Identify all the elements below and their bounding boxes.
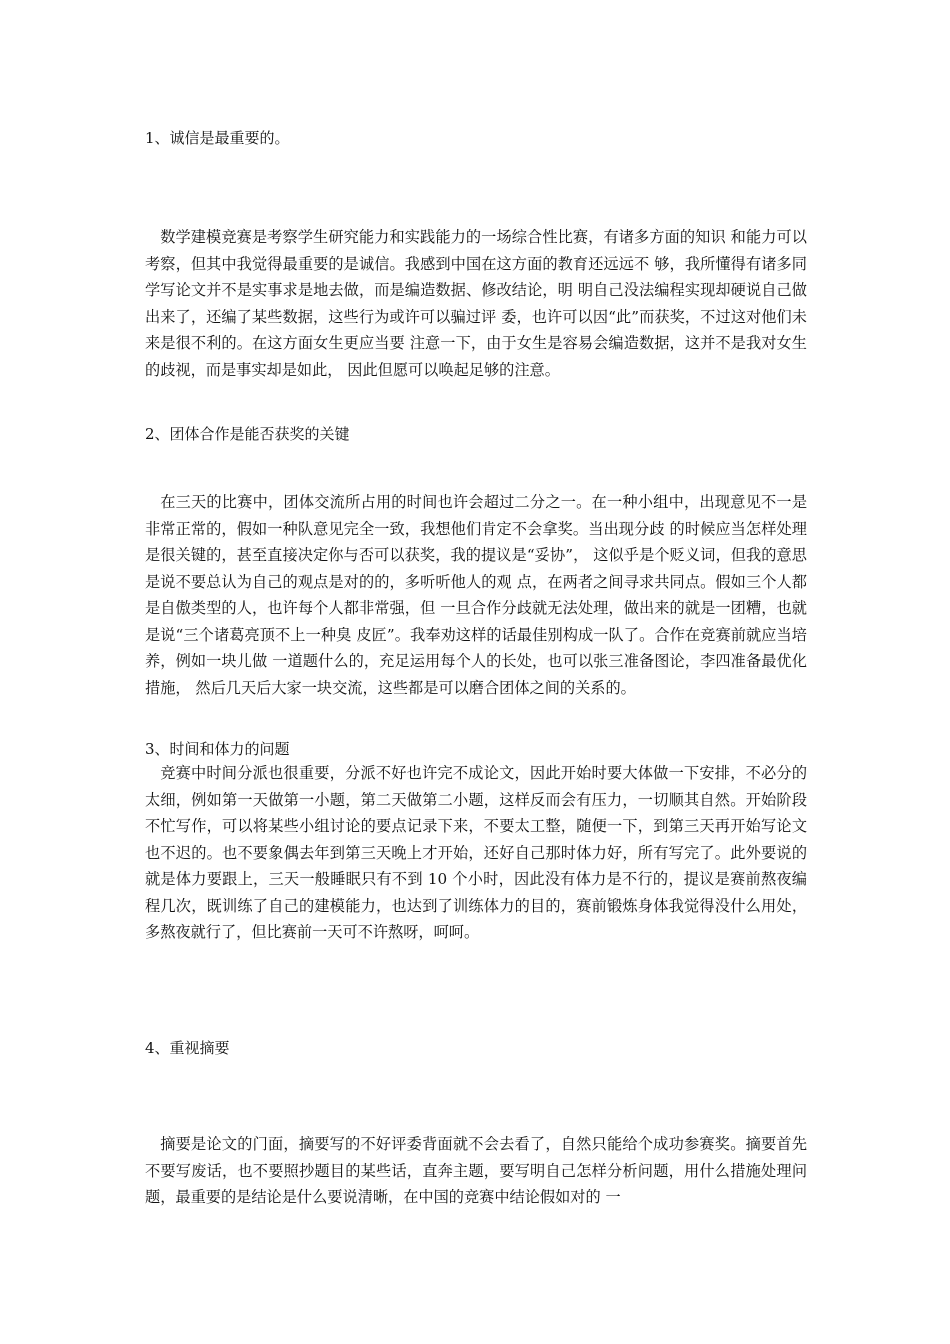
section-4-body: 摘要是论文的门面，摘要写的不好评委背面就不会去看了，自然只能给个成功参赛奖。摘要首先不要写废话，也不要照抄题目的某些话，直奔主题，要写明自己怎样分析问题，用什么措施处理问题，最重要的是结论是什么要说清晰，在中国的竞赛中结论假如对的 一 bbox=[145, 1135, 807, 1206]
section-2-body: 在三天的比赛中，团体交流所占用的时间也许会超过二分之一。在一种小组中，出现意见不一是非常正常的，假如一种队意见完全一致，我想他们肯定不会拿奖。当出现分歧 的时候应当怎样处理是很关键的，甚至直接决定你与否可以获奖，我的提议是“妥协”， 这似乎是个贬义词，但我的意思是说不要总认为自己的观点是对的的，多听听他人的观 点，在两者之间寻求共同点。假如三个人都是自傲类型的人，也许每个人都非常强，但 一旦合作分歧就无法处理，做出来的就是一团糟，也就是说“三个诸葛亮顶不上一种臭 皮匠”。我奉劝这样的话最佳别构成一队了。合作在竞赛前就应当培养，例如一块儿做 一道题什么的，充足运用每个人的长处，也可以张三准备图论，李四准备最优化措施， 然后几天后大家一块交流，这些都是可以磨合团体之间的关系的。 bbox=[145, 493, 807, 697]
section-1-heading: 1、诚信是最重要的。 bbox=[145, 129, 290, 147]
section-3-heading: 3、时间和体力的问题 bbox=[145, 740, 290, 758]
section-1-body: 数学建模竞赛是考察学生研究能力和实践能力的一场综合性比赛，有诸多方面的知识 和能力可以考察，但其中我觉得最重要的是诚信。我感到中国在这方面的教育还远远不 够，我所懂得有诸多同学写论文并不是实事求是地去做，而是编造数据、修改结论，明 明自己没法编程实现却硬说自己做出来了，还编了某些数据，这些行为或许可以骗过评 委，也许可以因“此”而获奖，不过这对他们未来是很不利的。在这方面女生更应当要 注意一下，由于女生是容易会编造数据，这并不是我对女生的歧视，而是事实却是如此， 因此但愿可以唤起足够的注意。 bbox=[145, 228, 807, 379]
section-2-heading: 2、团体合作是能否获奖的关键 bbox=[145, 425, 350, 443]
section-4-heading: 4、重视摘要 bbox=[145, 1039, 230, 1057]
section-3-body: 竞赛中时间分派也很重要，分派不好也许完不成论文，因此开始时要大体做一下安排，不必分的太细，例如第一天做第一小题，第二天做第二小题，这样反而会有压力，一切顺其自然。开始阶段不忙写作，可以将某些小组讨论的要点记录下来，不要太工整，随便一下，到第三天再开始写论文也不迟的。也不要象偶去年到第三天晚上才开始，还好自己那时体力好，所有写完了。此外要说的就是体力要跟上，三天一般睡眠只有不到 10 个小时，因此没有体力是不行的，提议是赛前熬夜编程几次，既训练了自己的建模能力，也达到了训练体力的目的，赛前锻炼身体我觉得没什么用处，多熬夜就行了，但比赛前一天可不许熬呀，呵呵。 bbox=[145, 764, 807, 941]
